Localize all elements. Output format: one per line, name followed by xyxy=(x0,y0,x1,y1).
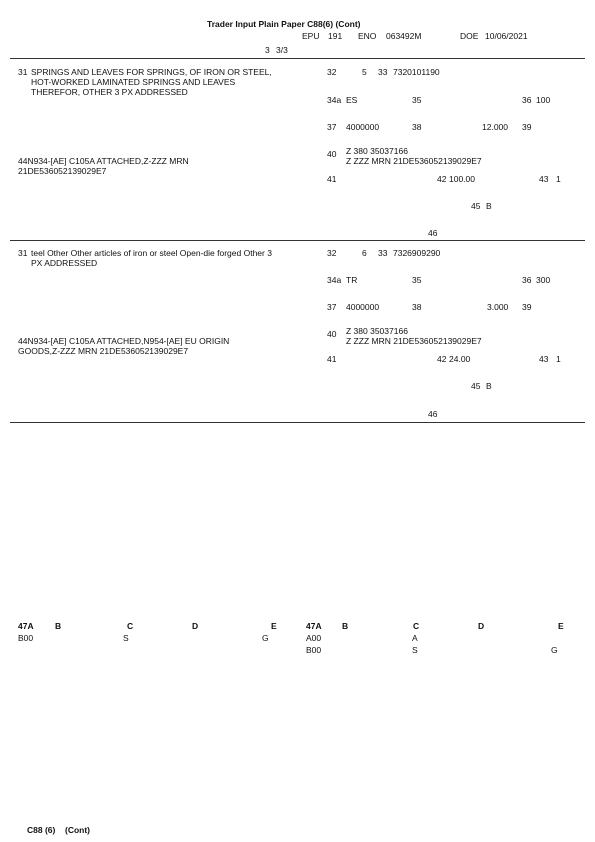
item-number: 5 xyxy=(362,67,367,77)
eno-value: 063492M xyxy=(386,31,422,41)
box-39-label: 39 xyxy=(522,122,532,132)
box-36-label: 36 xyxy=(522,275,532,285)
box-36-value: 300 xyxy=(536,275,551,285)
box-33-label: 33 xyxy=(378,67,388,77)
box-42-label: 42 xyxy=(437,174,447,184)
tax-type: A00 xyxy=(306,633,322,643)
box-46-label: 46 xyxy=(428,409,438,419)
box-44-additional-info: 44N934-[AE] C105A ATTACHED,Z-ZZZ MRN 21DE536052139029E7 xyxy=(18,156,189,176)
item-price: 24.00 xyxy=(449,354,471,364)
item-price: 100.00 xyxy=(449,174,475,184)
box-39-label: 39 xyxy=(522,302,532,312)
commodity-code: 7320101190 xyxy=(393,67,440,77)
box-47a-header: 47A xyxy=(306,621,322,631)
box-33-label: 33 xyxy=(378,248,388,258)
box-43-value: 1 xyxy=(556,354,561,364)
box-43-label: 43 xyxy=(539,174,549,184)
box-47e-header: E xyxy=(558,621,564,631)
tax-type: B00 xyxy=(306,645,322,655)
box-47b-header: B xyxy=(55,621,62,631)
box-32-label: 32 xyxy=(327,248,337,258)
box-43-label: 43 xyxy=(539,354,549,364)
doe-label: DOE xyxy=(460,31,479,41)
epu-value: 191 xyxy=(328,31,343,41)
box-47d-header: D xyxy=(478,621,485,631)
commodity-code: 7326909290 xyxy=(393,248,441,258)
box-47a-header: 47A xyxy=(18,621,34,631)
cpc-value: 4000000 xyxy=(346,302,380,312)
box-42-label: 42 xyxy=(437,354,447,364)
box-44-additional-info: 44N934-[AE] C105A ATTACHED,N954-[AE] EU ORIGIN GOODS,Z-ZZZ MRN 21DE536052139029E7 xyxy=(18,336,230,356)
divider xyxy=(10,422,585,423)
box-45-label: 45 xyxy=(471,381,481,391)
box-38-label: 38 xyxy=(412,122,422,132)
box-47d-header: D xyxy=(192,621,199,631)
box-43-value: 1 xyxy=(556,174,561,184)
box-46-label: 46 xyxy=(428,228,438,238)
method-of-payment: G xyxy=(262,633,269,643)
box-38-label: 38 xyxy=(412,302,422,312)
box-47c-header: C xyxy=(127,621,134,631)
tax-base-code: S xyxy=(123,633,129,643)
divider xyxy=(10,58,585,59)
tax-base-code: S xyxy=(412,645,418,655)
box-41-label: 41 xyxy=(327,354,337,364)
origin-code: TR xyxy=(346,275,358,285)
box-37-label: 37 xyxy=(327,302,337,312)
box-31-label: 31 xyxy=(18,248,28,258)
goods-description: teel Other Other articles of iron or steel Open-die forged Other 3 PX ADDRESSED xyxy=(31,248,272,268)
box-40-label: 40 xyxy=(327,149,337,159)
footer-cont: (Cont) xyxy=(65,825,91,835)
footer-form-id: C88 (6) xyxy=(27,825,56,835)
box-36-value: 100 xyxy=(536,95,551,105)
tax-base-code: A xyxy=(412,633,418,643)
item-number: 6 xyxy=(362,248,367,258)
box-34a-label: 34a xyxy=(327,95,342,105)
divider xyxy=(10,240,585,241)
box-40-label: 40 xyxy=(327,329,337,339)
box-3-label: 3 xyxy=(265,45,270,55)
box-34a-label: 34a xyxy=(327,275,342,285)
box-45-value: B xyxy=(486,201,492,211)
box-31-label: 31 xyxy=(18,67,28,77)
box-35-label: 35 xyxy=(412,275,422,285)
previous-document: Z 380 35037166 Z ZZZ MRN 21DE536052139029E7 xyxy=(346,326,482,346)
origin-code: ES xyxy=(346,95,358,105)
cpc-value: 4000000 xyxy=(346,122,380,132)
box-37-label: 37 xyxy=(327,122,337,132)
eno-label: ENO xyxy=(358,31,377,41)
doe-value: 10/06/2021 xyxy=(485,31,528,41)
box-45-value: B xyxy=(486,381,492,391)
box-47e-header: E xyxy=(271,621,277,631)
net-mass: 3.000 xyxy=(487,302,509,312)
goods-description: SPRINGS AND LEAVES FOR SPRINGS, OF IRON OR STEEL, HOT-WORKED LAMINATED SPRINGS AND LEAVES THEREFOR, OTHER 3 PX ADDRESSED xyxy=(31,67,272,97)
page-count: 3/3 xyxy=(276,45,288,55)
box-47c-header: C xyxy=(413,621,420,631)
epu-label: EPU xyxy=(302,31,320,41)
box-36-label: 36 xyxy=(522,95,532,105)
box-35-label: 35 xyxy=(412,95,422,105)
box-41-label: 41 xyxy=(327,174,337,184)
tax-type: B00 xyxy=(18,633,34,643)
box-32-label: 32 xyxy=(327,67,337,77)
box-45-label: 45 xyxy=(471,201,481,211)
net-mass: 12.000 xyxy=(482,122,508,132)
form-title: Trader Input Plain Paper C88(6) (Cont) xyxy=(207,19,361,29)
method-of-payment: G xyxy=(551,645,558,655)
box-47b-header: B xyxy=(342,621,349,631)
previous-document: Z 380 35037166 Z ZZZ MRN 21DE536052139029E7 xyxy=(346,146,482,166)
